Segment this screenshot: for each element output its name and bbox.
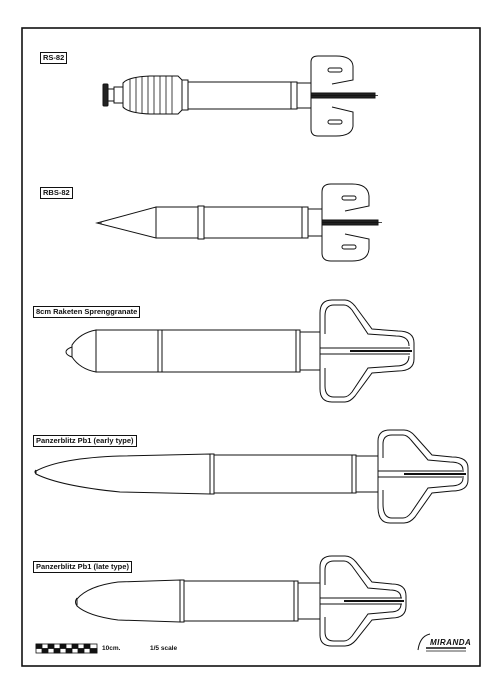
logo-text: MIRANDA — [430, 638, 472, 647]
label-raketen: 8cm Raketen Sprenggranate — [33, 306, 140, 318]
label-pb1early: Panzerblitz Pb1 (early type) — [33, 435, 137, 447]
rocket-rs82-drawing — [103, 56, 378, 136]
rocket-rbs82-drawing — [97, 184, 382, 261]
label-pb1late: Panzerblitz Pb1 (late type) — [33, 561, 132, 573]
scale-text: 1/5 scale — [150, 645, 178, 652]
scale-bar — [36, 644, 97, 653]
scale-bar-label: 10cm. — [102, 645, 121, 652]
label-rbs82: RBS-82 — [40, 187, 73, 199]
label-rs82: RS-82 — [40, 52, 67, 64]
